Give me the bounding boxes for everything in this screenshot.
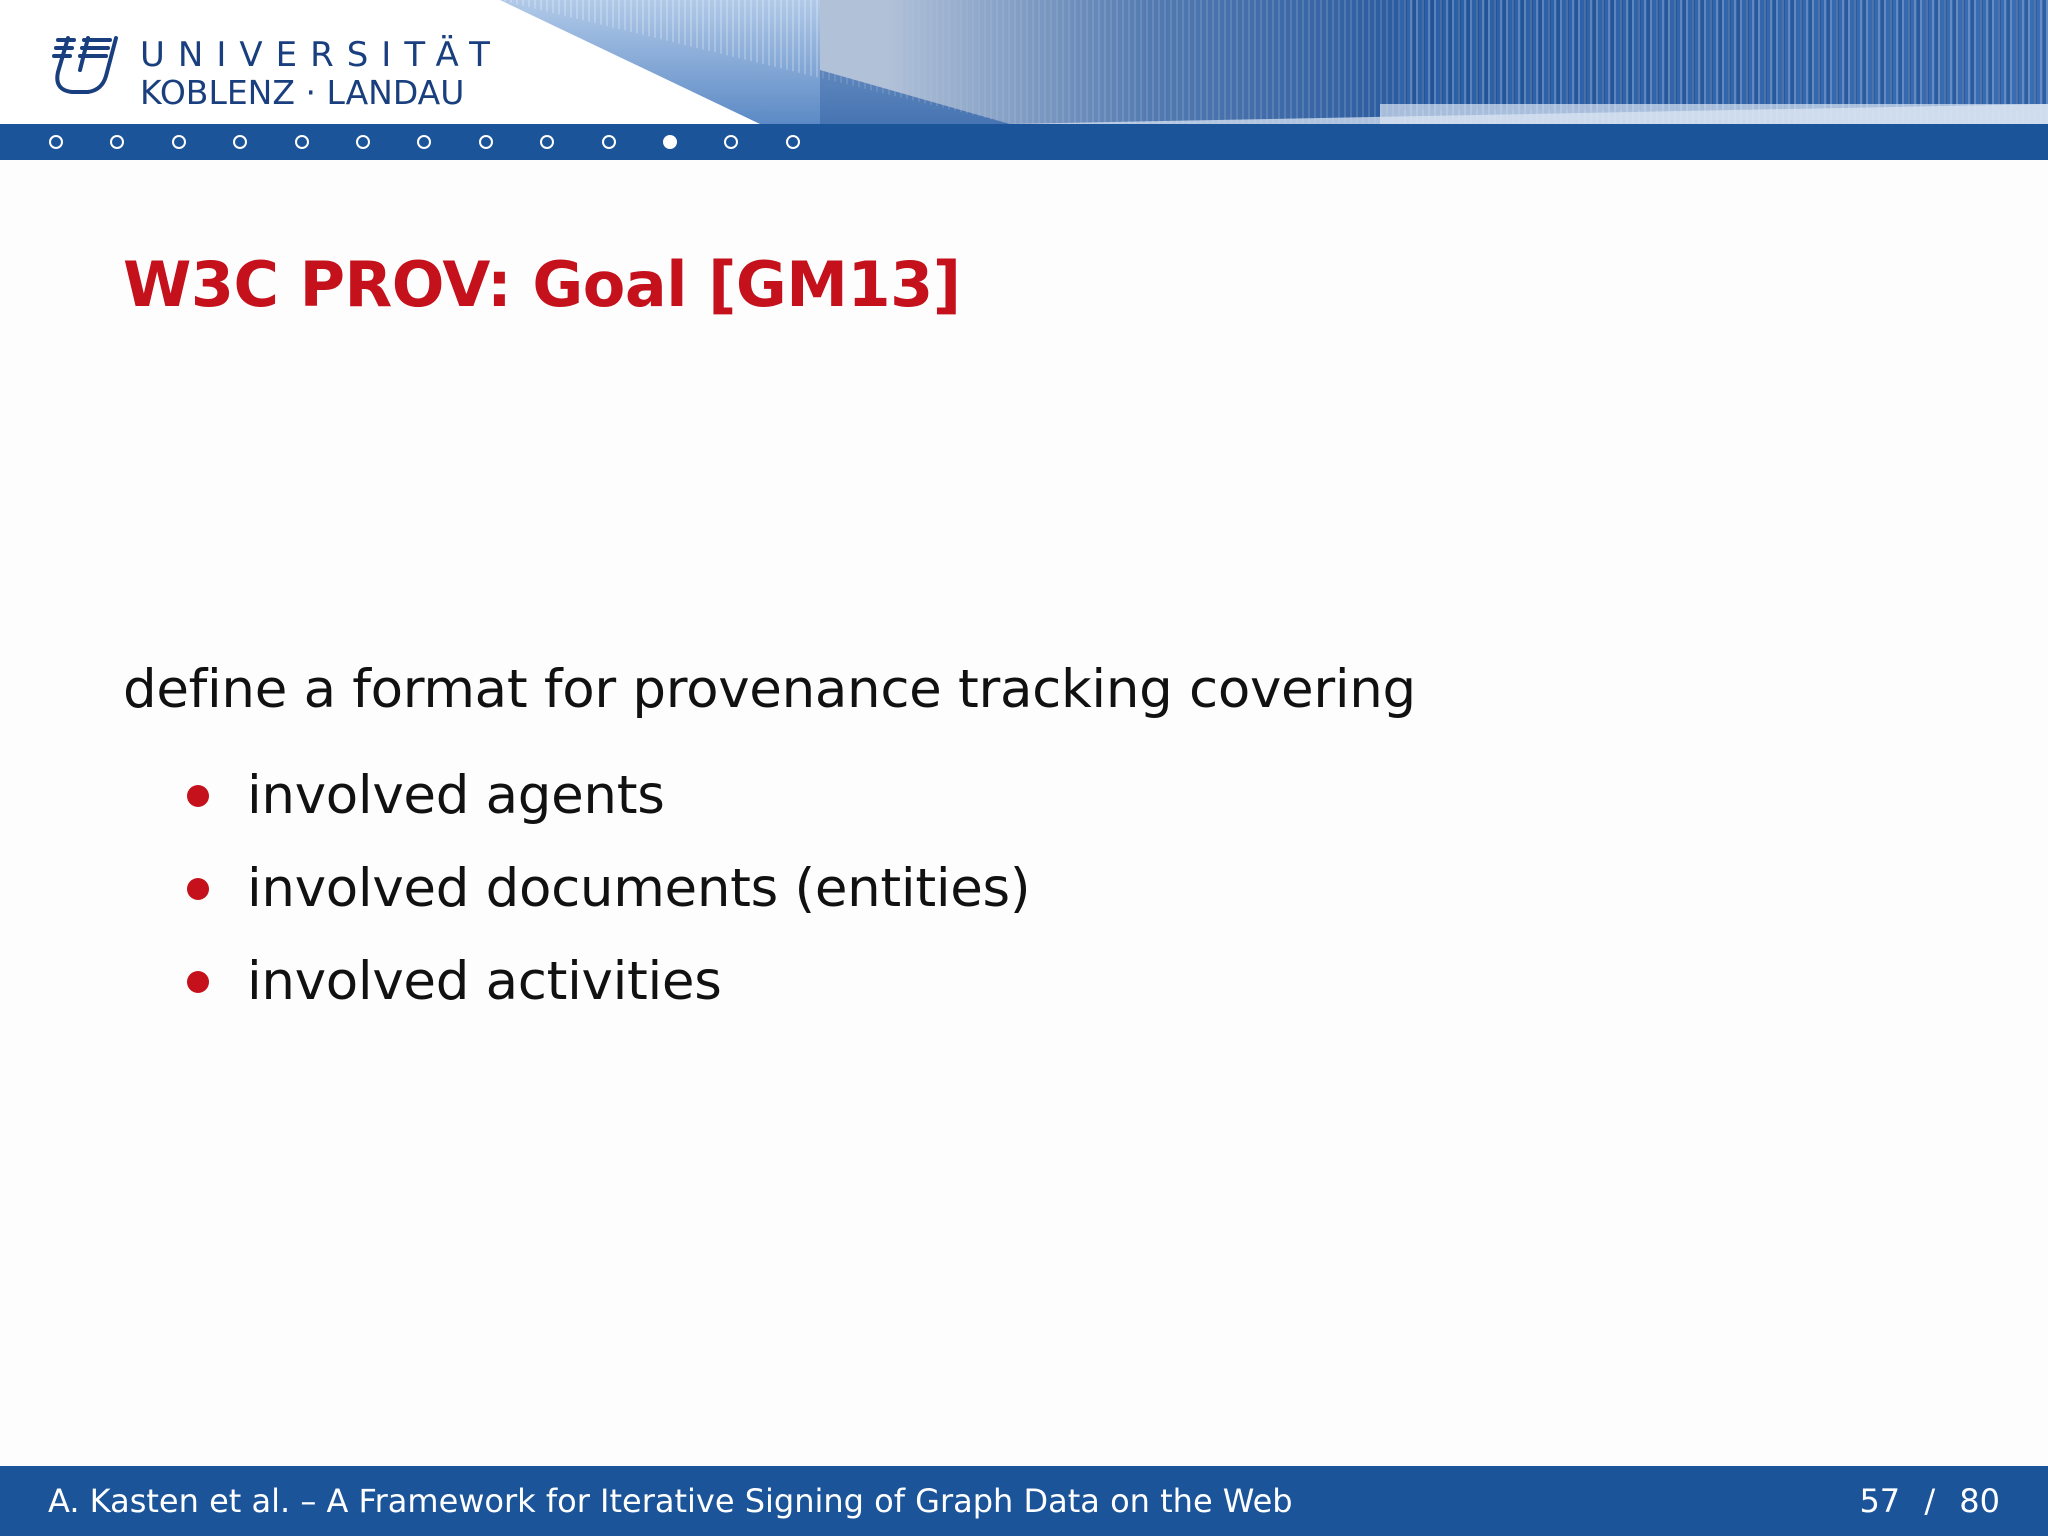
nav-dot-section-7[interactable] [417, 135, 431, 149]
nav-dot-section-6[interactable] [356, 135, 370, 149]
logo-university-label: UNIVERSITÄT [140, 35, 503, 75]
nav-dot-section-10[interactable] [602, 135, 616, 149]
nav-dot-section-5[interactable] [295, 135, 309, 149]
slide-footer [0, 1466, 2048, 1536]
footer-citation: A. Kasten et al. – A Framework for Iterative Signing of Graph Data on the Web [48, 1482, 1293, 1520]
bullet-list [123, 749, 1416, 1028]
intro-text: define a format for provenance tracking covering [123, 659, 1416, 720]
page-counter [1859, 1466, 2000, 1536]
list-item [123, 749, 1416, 842]
university-logo-icon [44, 32, 124, 102]
section-nav-dots [49, 124, 847, 160]
slide-header [0, 0, 2048, 160]
list-item [123, 842, 1416, 935]
nav-dot-section-8[interactable] [479, 135, 493, 149]
section-navigation-bar [0, 124, 2048, 160]
bullet-text: involved activities [247, 951, 722, 1012]
bullet-text: involved agents [247, 765, 665, 826]
slide-title: W3C PROV: Goal [GM13] [123, 248, 961, 321]
nav-dot-section-12[interactable] [724, 135, 738, 149]
logo-location-label: KOBLENZ · LANDAU [140, 73, 465, 112]
nav-dot-section-4[interactable] [233, 135, 247, 149]
page-number: 57 [1859, 1482, 1901, 1520]
bullet-icon [187, 785, 209, 807]
slide-body [123, 655, 1416, 1028]
page-separator: / [1924, 1482, 1936, 1520]
nav-dot-section-9[interactable] [540, 135, 554, 149]
nav-dot-section-1[interactable] [49, 135, 63, 149]
nav-dot-section-13[interactable] [786, 135, 800, 149]
nav-dot-section-2[interactable] [110, 135, 124, 149]
page-total: 80 [1959, 1482, 2000, 1520]
bullet-text: involved documents (entities) [247, 858, 1031, 919]
nav-dot-section-3[interactable] [172, 135, 186, 149]
university-logo [44, 32, 503, 112]
list-item [123, 935, 1416, 1028]
bullet-icon [187, 971, 209, 993]
bullet-icon [187, 878, 209, 900]
nav-dot-section-11[interactable] [663, 135, 677, 149]
